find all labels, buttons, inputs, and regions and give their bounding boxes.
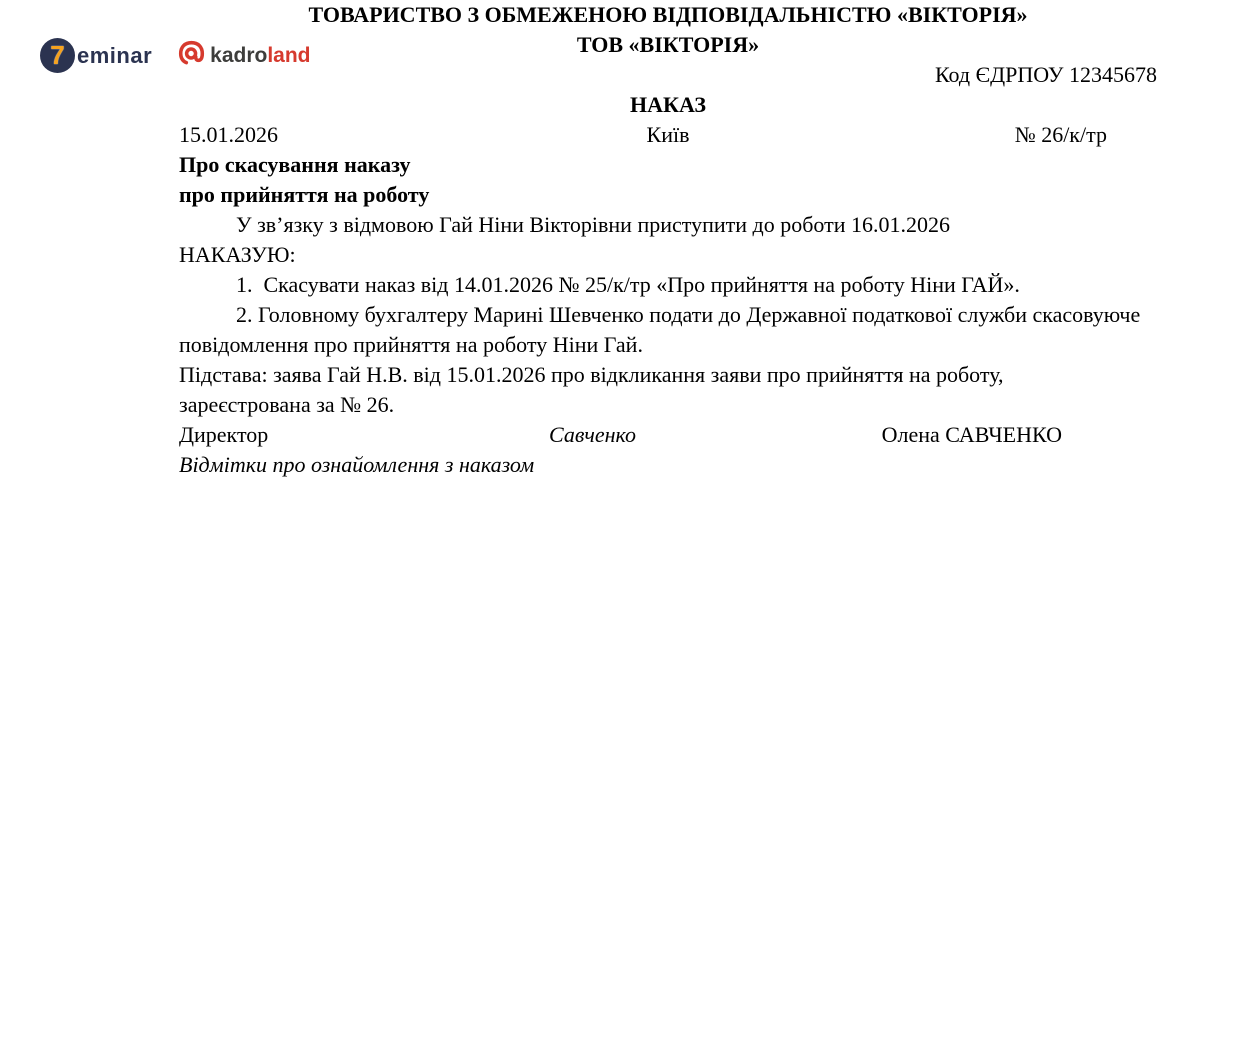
edrpou-code: Код ЄДРПОУ 12345678 bbox=[934, 62, 1157, 87]
order-basis-line2: зареєстрована за № 26. bbox=[179, 392, 395, 417]
order-document bbox=[179, 0, 1157, 480]
kadroland-logo-text: kadroland bbox=[210, 43, 311, 67]
signer-name: Олена САВЧЕНКО bbox=[881, 422, 1062, 447]
company-title bbox=[179, 0, 1157, 60]
signer-signature: Савченко bbox=[549, 422, 637, 447]
document-type-heading: НАКАЗ bbox=[630, 92, 706, 117]
order-items bbox=[179, 270, 1157, 360]
date-city-number-row bbox=[179, 120, 1157, 150]
order-subject-line1: Про скасування наказу bbox=[179, 152, 411, 177]
order-date: 15.01.2026 bbox=[179, 122, 278, 147]
order-word: НАКАЗУЮ: bbox=[179, 242, 296, 267]
signature-row bbox=[179, 420, 1157, 450]
order-basis bbox=[179, 360, 1157, 420]
order-subject-line2: про прийняття на роботу bbox=[179, 182, 430, 207]
order-preamble: У зв’язку з відмовою Гай Ніни Вікторівни приступити до роботи 16.01.2026 bbox=[236, 212, 951, 237]
company-name-full: ТОВАРИСТВО З ОБМЕЖЕНОЮ ВІДПОВІДАЛЬНІСТЮ «ВІКТОРІЯ» bbox=[308, 2, 1028, 27]
signer-position: Директор bbox=[179, 422, 269, 447]
order-basis-line1: Підстава: заява Гай Н.В. від 15.01.2026 про відкликання заяви про прийняття на роботу, bbox=[179, 362, 1004, 387]
order-number: № 26/к/тр bbox=[1014, 122, 1107, 147]
order-city: Київ bbox=[646, 122, 690, 147]
7eminar-logo-text: eminar bbox=[77, 42, 153, 68]
seven-circle-icon: 7 bbox=[40, 38, 75, 73]
order-item-1: 1. Скасувати наказ від 14.01.2026 № 25/к/тр «Про прийняття на роботу Ніни ГАЙ». bbox=[236, 272, 1020, 297]
7eminar-logo bbox=[40, 38, 152, 73]
acknowledgment-note: Відмітки про ознайомлення з наказом bbox=[179, 452, 535, 477]
company-name-short: ТОВ «ВІКТОРІЯ» bbox=[576, 32, 760, 57]
order-item-2: 2. Головному бухгалтеру Марині Шевченко подати до Державної податкової служби скасовуюче повідомлення про прийняття на роботу Ніни Гай. bbox=[179, 302, 1146, 357]
order-subject bbox=[179, 150, 1157, 210]
